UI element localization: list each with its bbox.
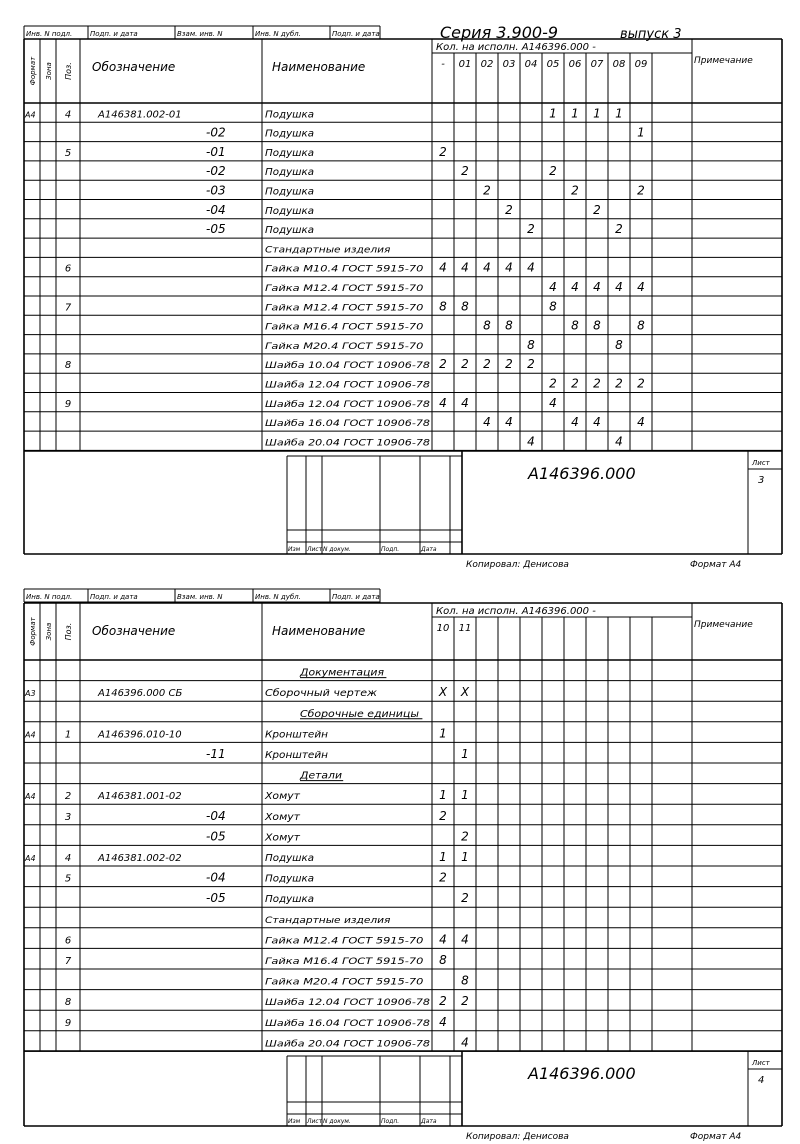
- qty-cell: 2: [527, 222, 535, 237]
- format-column-header: Формат: [29, 617, 37, 646]
- stamp-label: Инв. N подл.: [26, 30, 73, 38]
- stamp-label: Подп. и дата: [90, 30, 138, 38]
- variant-header: -: [441, 59, 445, 70]
- qty-cell: 4: [505, 415, 513, 430]
- variant-header: 09: [634, 59, 648, 70]
- qty-cell: 4: [615, 280, 623, 294]
- qty-cell: 4: [593, 280, 601, 294]
- title-block-sub-label: Подп.: [381, 546, 400, 553]
- format-cell: А4: [25, 730, 36, 740]
- qty-cell: 4: [637, 415, 645, 430]
- name-cell: Документация: [298, 667, 384, 679]
- designation-cell: -11: [206, 747, 226, 761]
- designation-cell: -02: [206, 164, 226, 179]
- format-label: Формат А4: [690, 560, 742, 570]
- pos-cell: 1: [64, 729, 72, 741]
- title-block-sub-label: Изм: [288, 546, 301, 553]
- variant-header: 05: [546, 59, 560, 70]
- qty-cell: 2: [637, 183, 645, 198]
- qty-cell: 2: [527, 357, 535, 372]
- name-cell: Гайка М12.4 ГОСТ 5915-70: [265, 284, 424, 294]
- designation-cell: А146381.002-01: [98, 109, 182, 121]
- series-text: Серия 3.900-9: [440, 23, 559, 42]
- qty-cell: 8: [637, 318, 645, 333]
- variant-header: 11: [458, 623, 472, 634]
- name-cell: Шайба 20.04 ГОСТ 10906-78: [265, 1039, 431, 1050]
- name-cell: Сборочные единицы: [300, 708, 409, 720]
- qty-cell: 1: [637, 125, 645, 140]
- qty-cell: 4: [571, 280, 579, 294]
- qty-cell: 4: [615, 434, 623, 449]
- qty-cell: 4: [461, 395, 469, 410]
- variant-header: 10: [436, 623, 450, 634]
- qty-cell: 2: [483, 357, 491, 372]
- designation-column-header: Обозначение: [92, 60, 176, 74]
- name-cell: Подушка: [265, 128, 314, 140]
- qty-cell: 4: [439, 1014, 447, 1029]
- pos-cell: 4: [64, 109, 72, 121]
- variant-header: 08: [612, 59, 626, 70]
- name-cell: Гайка М10.4 ГОСТ 5915-70: [265, 264, 424, 275]
- format-label: Формат А4: [690, 1132, 742, 1142]
- qty-cell: 4: [483, 415, 491, 430]
- qty-cell: 8: [461, 299, 469, 314]
- pos-column-header: Поз.: [64, 622, 73, 641]
- designation-cell: -05: [206, 891, 226, 906]
- stamp-label: Подп. и дата: [332, 30, 380, 38]
- qty-cell: 2: [637, 376, 645, 391]
- qty-cell: 2: [461, 829, 469, 844]
- qty-cell: 8: [593, 318, 601, 333]
- name-cell: Детали: [298, 770, 343, 782]
- qty-cell: 8: [527, 337, 535, 352]
- qty-cell: 2: [549, 164, 557, 179]
- note-column-header: Примечание: [694, 56, 753, 66]
- qty-cell: 1: [461, 788, 469, 803]
- qty-cell: 4: [439, 932, 447, 947]
- title-block-designation: А146396.000: [528, 464, 636, 483]
- name-column-header: Наименование: [272, 60, 366, 74]
- sheet-number: 3: [758, 475, 765, 486]
- qty-cell: 8: [549, 299, 557, 314]
- qty-cell: 4: [637, 280, 645, 294]
- name-cell: Шайба 12.04 ГОСТ 10906-78: [265, 998, 431, 1009]
- variant-header: 01: [458, 59, 472, 70]
- qty-cell: 4: [549, 395, 557, 410]
- name-cell: Подушка: [265, 873, 314, 885]
- qty-cell: 4: [483, 260, 491, 275]
- qty-cell: 2: [439, 808, 447, 823]
- title-block-sub-label: Подп.: [381, 1118, 400, 1125]
- name-cell: Гайка М16.4 ГОСТ 5915-70: [265, 322, 424, 333]
- title-block-sub-label: N докум.: [323, 546, 351, 553]
- stamp-label: Инв. N дубл.: [255, 30, 301, 38]
- qty-cell: 2: [593, 202, 601, 217]
- pos-cell: 6: [64, 935, 72, 947]
- pos-cell: 7: [64, 302, 72, 314]
- qty-cell: 1: [439, 788, 447, 803]
- name-cell: Подушка: [265, 225, 314, 237]
- stamp-label: Инв. N подл.: [26, 593, 73, 601]
- name-cell: Шайба 12.04 ГОСТ 10906-78: [265, 399, 431, 410]
- stamp-label: Взам. инв. N: [177, 593, 223, 601]
- qty-cell: 4: [571, 415, 579, 430]
- copied-by: Копировал: Денисова: [466, 1132, 569, 1142]
- name-cell: Гайка М20.4 ГОСТ 5915-70: [265, 341, 424, 352]
- qty-cell: 2: [461, 891, 469, 906]
- title-block-designation: А146396.000: [528, 1064, 636, 1083]
- name-cell: Подушка: [265, 167, 314, 179]
- qty-cell: 2: [505, 202, 513, 217]
- name-cell: Стандартные изделия: [265, 915, 392, 926]
- designation-cell: -02: [206, 125, 226, 140]
- name-cell: Шайба 16.04 ГОСТ 10906-78: [265, 419, 431, 430]
- name-cell: Шайба 16.04 ГОСТ 10906-78: [265, 1018, 431, 1029]
- name-cell: Подушка: [265, 205, 314, 217]
- qty-cell: 1: [549, 106, 557, 121]
- name-cell: Шайба 10.04 ГОСТ 10906-78: [265, 361, 431, 372]
- qty-cell: 2: [439, 870, 447, 885]
- designation-cell: -03: [206, 183, 226, 198]
- name-cell: Кронштейн: [265, 729, 329, 741]
- name-cell: Гайка М12.4 ГОСТ 5915-70: [265, 936, 424, 947]
- name-cell: Сборочный чертеж: [265, 688, 367, 700]
- qty-cell: 2: [461, 164, 469, 179]
- qty-cell: 8: [505, 318, 513, 333]
- name-cell: Подушка: [265, 147, 314, 159]
- qty-cell: 4: [549, 280, 557, 294]
- variant-header: 04: [524, 59, 538, 70]
- pos-cell: 8: [64, 997, 72, 1009]
- qty-cell: 8: [439, 953, 447, 967]
- name-cell: Хомут: [263, 811, 302, 823]
- qty-cell: 4: [593, 415, 601, 430]
- qty-cell: 2: [505, 357, 513, 372]
- qty-cell: 2: [615, 222, 623, 237]
- pos-cell: 9: [64, 398, 72, 410]
- qty-cell: 8: [483, 318, 491, 333]
- variant-header: 02: [480, 59, 494, 70]
- sheet-label: Лист: [752, 1059, 770, 1067]
- name-cell: Подушка: [265, 186, 314, 198]
- variant-header: 03: [502, 59, 516, 70]
- name-cell: Гайка М12.4 ГОСТ 5915-70: [265, 303, 424, 314]
- pos-cell: 4: [64, 853, 72, 864]
- designation-column-header: Обозначение: [92, 624, 176, 638]
- qty-cell: 1: [461, 747, 469, 761]
- zone-column-header: Зона: [45, 622, 53, 641]
- qty-cell: 1: [461, 850, 469, 864]
- qty-cell: 1: [615, 106, 623, 121]
- qty-cell: 8: [461, 973, 469, 988]
- pos-cell: 5: [64, 147, 72, 159]
- qty-cell: 2: [439, 357, 447, 372]
- designation-cell: -04: [206, 808, 226, 823]
- name-cell: Подушка: [265, 894, 314, 906]
- qty-cell: 1: [439, 850, 447, 864]
- variant-header: 06: [568, 59, 582, 70]
- qty-cell: 2: [439, 994, 447, 1009]
- qty-cell: 8: [571, 318, 579, 333]
- title-block-sub-label: Дата: [421, 1118, 437, 1125]
- pos-cell: 5: [64, 873, 72, 885]
- qty-cell: 4: [527, 260, 535, 275]
- qty-cell: 1: [439, 726, 447, 741]
- issue-text: выпуск 3: [620, 27, 682, 42]
- qty-cell: 2: [571, 376, 579, 391]
- name-column-header: Наименование: [272, 624, 366, 638]
- qty-cell: 8: [615, 337, 623, 352]
- designation-cell: -05: [206, 829, 226, 844]
- qty-cell: 4: [505, 260, 513, 275]
- qty-cell: 4: [461, 260, 469, 275]
- designation-cell: А146396.010-10: [98, 729, 182, 741]
- note-column-header: Примечание: [694, 620, 753, 630]
- qty-cell: X: [460, 685, 470, 700]
- zone-column-header: Зона: [45, 62, 53, 80]
- name-cell: Кронштейн: [265, 750, 329, 761]
- stamp-label: Подп. и дата: [90, 593, 138, 601]
- copied-by: Копировал: Денисова: [466, 560, 569, 570]
- qty-cell: 2: [593, 376, 601, 391]
- qty-cell: 4: [461, 932, 469, 947]
- name-cell: Шайба 20.04 ГОСТ 10906-78: [265, 438, 431, 449]
- qty-cell: 1: [593, 106, 601, 121]
- pos-column-header: Поз.: [64, 62, 73, 80]
- pos-cell: 3: [64, 811, 72, 823]
- qty-cell: 2: [549, 376, 557, 391]
- designation-cell: -01: [206, 144, 226, 159]
- name-cell: Подушка: [265, 109, 314, 121]
- name-cell: Хомут: [263, 832, 302, 844]
- pos-cell: 6: [64, 263, 72, 275]
- pos-cell: 2: [64, 791, 72, 803]
- pos-cell: 9: [64, 1017, 72, 1029]
- name-cell: Подушка: [265, 853, 314, 864]
- designation-cell: -04: [206, 870, 226, 885]
- qty-cell: 4: [439, 395, 447, 410]
- qty-cell: 1: [571, 106, 579, 121]
- title-block-sub-label: N докум.: [323, 1118, 351, 1125]
- title-block-sub-label: Лист: [307, 1118, 323, 1125]
- stamp-label: Инв. N дубл.: [255, 593, 301, 601]
- title-block-sub-label: Изм: [288, 1118, 301, 1125]
- name-cell: Стандартные изделия: [265, 245, 392, 256]
- name-cell: Шайба 12.04 ГОСТ 10906-78: [265, 380, 431, 391]
- format-column-header: Формат: [29, 56, 37, 86]
- sheet-2: [24, 589, 782, 1142]
- qty-cell: 2: [483, 183, 491, 198]
- variant-header: 07: [590, 59, 604, 70]
- format-cell: А4: [25, 110, 36, 120]
- title-block-sub-label: Дата: [421, 546, 437, 553]
- qty-column-header: Кол. на исполн. А146396.000 -: [436, 606, 596, 617]
- stamp-label: Взам. инв. N: [177, 30, 223, 38]
- name-cell: Гайка М16.4 ГОСТ 5915-70: [265, 957, 424, 967]
- stamp-label: Подп. и дата: [332, 593, 380, 601]
- designation-cell: -04: [206, 202, 226, 217]
- title-block-sub-label: Лист: [307, 546, 323, 553]
- qty-cell: 2: [461, 357, 469, 372]
- qty-cell: 4: [461, 1035, 469, 1050]
- designation-cell: А146381.002-02: [98, 853, 182, 864]
- qty-cell: 4: [527, 434, 535, 449]
- qty-cell: 8: [439, 299, 447, 314]
- designation-cell: А146396.000 СБ: [98, 688, 183, 700]
- format-cell: А4: [25, 854, 36, 863]
- qty-column-header: Кол. на исполн. А146396.000 -: [436, 42, 596, 53]
- qty-cell: 2: [461, 994, 469, 1009]
- name-cell: Хомут: [263, 791, 302, 803]
- sheet-number: 4: [758, 1075, 765, 1086]
- qty-cell: 2: [439, 144, 447, 159]
- qty-cell: 2: [615, 376, 623, 391]
- qty-cell: 2: [571, 183, 579, 198]
- sheet-1: [24, 26, 782, 570]
- format-cell: А4: [25, 792, 36, 802]
- sheet-label: Лист: [752, 459, 770, 467]
- pos-cell: 8: [64, 360, 72, 372]
- format-cell: А3: [25, 689, 36, 699]
- designation-cell: А146381.001-02: [98, 791, 182, 803]
- designation-cell: -05: [206, 222, 226, 237]
- qty-cell: 4: [439, 260, 447, 275]
- name-cell: Гайка М20.4 ГОСТ 5915-70: [265, 977, 424, 988]
- pos-cell: 7: [64, 956, 72, 967]
- qty-cell: X: [438, 685, 448, 700]
